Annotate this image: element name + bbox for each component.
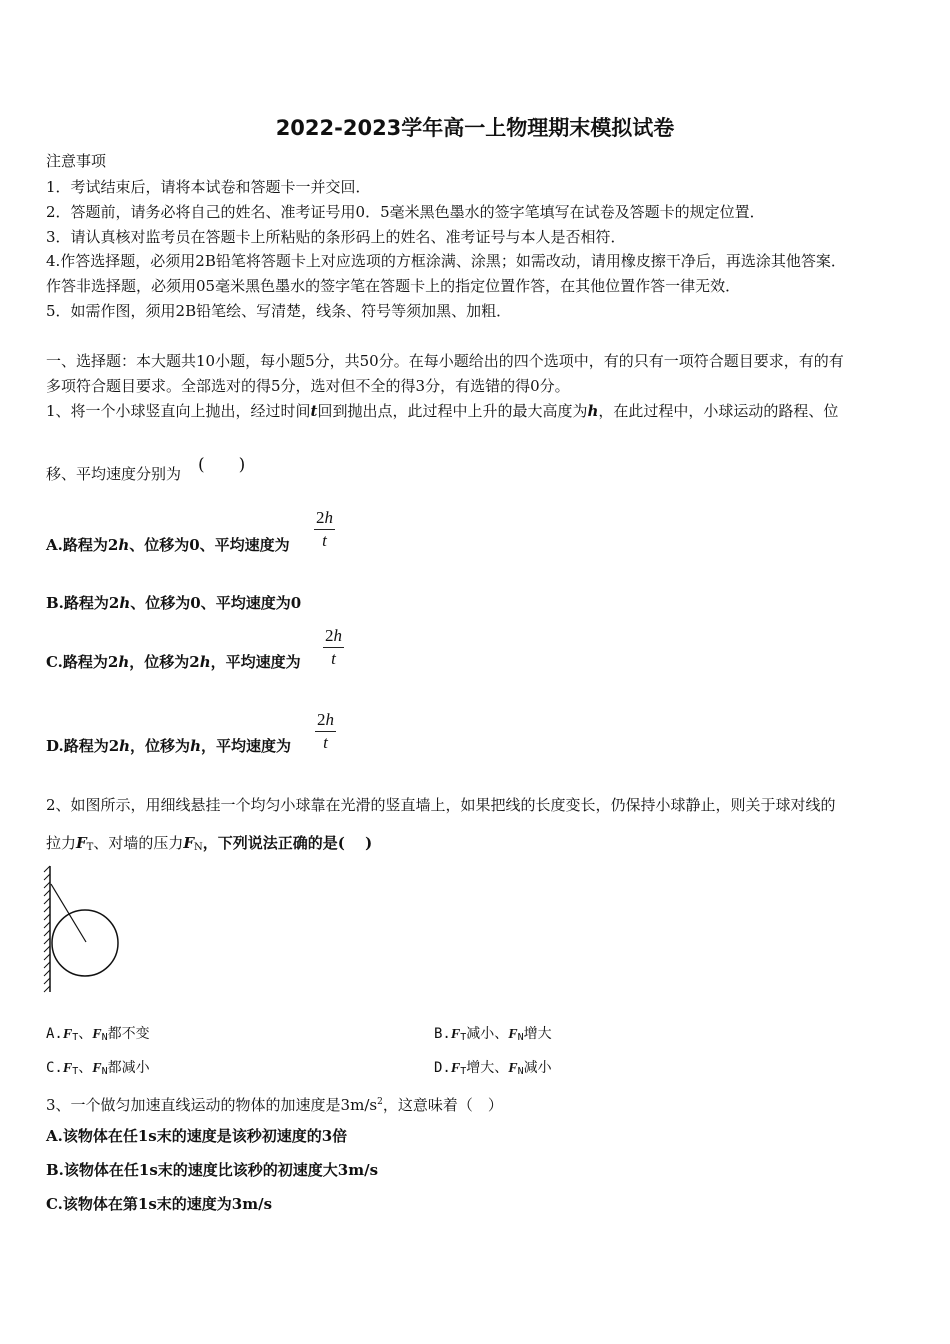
section-instructions-line1: 一、选择题：本大题共10小题，每小题5分，共50分。在每小题给出的四个选项中，有的只有一项符合题目要求，有的有 bbox=[46, 352, 844, 370]
q1-option-b-var: h bbox=[119, 594, 131, 612]
q1-option-b bbox=[46, 593, 301, 613]
q1-option-d-frac-den: t bbox=[323, 733, 328, 752]
q2-sub-t: T bbox=[86, 842, 94, 853]
q1-option-d-var2: h bbox=[190, 737, 201, 755]
notice-item-5: 5．如需作图，须用2B铅笔绘、写清楚，线条、符号等须加黑、加粗． bbox=[46, 302, 512, 320]
q2-option-c-f1: F bbox=[62, 1061, 73, 1076]
q2-sub-n: N bbox=[194, 842, 203, 853]
notice-item-4-cont: 作答非选择题，必须用05毫米黑色墨水的签字笔在答题卡上的指定位置作答，在其他位置作答一律无效． bbox=[46, 277, 741, 295]
ball-circle bbox=[52, 910, 118, 976]
notice-item-4: 4.作答选择题，必须用2B铅笔将答题卡上对应选项的方框涂满、涂黑；如需改动，请用橡皮擦干净后，再选涂其他答案． bbox=[46, 252, 846, 270]
q2-option-b-sub1: T bbox=[460, 1032, 467, 1043]
q1-var-h: h bbox=[587, 402, 599, 420]
q1-option-c-frac-num: 2 bbox=[325, 626, 334, 645]
q2-option-a-f2: F bbox=[92, 1027, 102, 1042]
q2-stem-text3: ，下列说法正确的是( ) bbox=[202, 834, 373, 852]
q1-option-d-text3: ，平均速度为 bbox=[200, 737, 291, 755]
q2-option-b-label: B. bbox=[434, 1026, 451, 1042]
notice-item-1: 1．考试结束后，请将本试卷和答题卡一并交回． bbox=[46, 178, 371, 196]
q2-stem-text2: 、对墙的压力 bbox=[93, 834, 184, 852]
q3-stem bbox=[46, 1092, 503, 1115]
q1-stem-line2: 移、平均速度分别为 bbox=[46, 465, 182, 483]
q1-stem-part3: ，在此过程中，小球运动的路程、位 bbox=[598, 402, 839, 420]
exam-title: 2022-2023学年高一上物理期末模拟试卷 bbox=[275, 116, 675, 140]
q2-option-b-mid: 减小、 bbox=[466, 1026, 509, 1042]
q1-option-d-frac-var: h bbox=[325, 710, 334, 729]
q2-option-a-sub2: N bbox=[101, 1032, 108, 1043]
q1-option-a-text1: A.路程为2 bbox=[46, 536, 119, 554]
q1-option-c-text2: ，位移为2 bbox=[129, 653, 200, 671]
wall-hatching bbox=[44, 866, 50, 992]
q1-option-b-text2: 、位移为0、平均速度为0 bbox=[130, 594, 302, 612]
q2-option-c-mid: 、 bbox=[78, 1060, 93, 1076]
q1-var-t: t bbox=[310, 402, 318, 420]
q2-option-c bbox=[46, 1058, 150, 1082]
q2-option-a-label: A. bbox=[46, 1026, 63, 1042]
q2-option-b-f2: F bbox=[508, 1027, 518, 1042]
q3-option-a-text: A.该物体在任1s末的速度是该秒初速度的3倍 bbox=[46, 1127, 348, 1145]
section-instructions-line2: 多项符合题目要求。全部选对的得5分，选对但不全的得3分，有选错的得0分。 bbox=[46, 377, 570, 395]
q1-answer-paren: ( ) bbox=[198, 455, 246, 475]
q2-stem-line1: 2、如图所示，用细线悬挂一个均匀小球靠在光滑的竖直墙上，如果把线的长度变长，仍保持小球静止，则关于球对线的 bbox=[46, 796, 836, 814]
q3-option-b bbox=[46, 1160, 378, 1180]
q2-option-d-sub2: N bbox=[517, 1066, 524, 1077]
q3-stem-text1: 3、一个做匀加速直线运动的物体的加速度是3m/s bbox=[46, 1096, 378, 1114]
q1-stem-part1: 1、将一个小球竖直向上抛出，经过时间 bbox=[46, 402, 311, 420]
q2-var-f2: F bbox=[183, 834, 195, 852]
q2-var-f1: F bbox=[76, 834, 87, 852]
q1-option-c-var1: h bbox=[118, 653, 130, 671]
q3-stem-sup: 2 bbox=[377, 1097, 383, 1107]
q2-option-d-sub1: T bbox=[460, 1066, 467, 1077]
q2-option-d-f2: F bbox=[508, 1061, 518, 1076]
q1-stem-part2: 回到抛出点，此过程中上升的最大高度为 bbox=[317, 402, 588, 420]
q1-option-a-var: h bbox=[118, 536, 130, 554]
q2-option-b-sub2: N bbox=[517, 1032, 524, 1043]
notice-heading: 注意事项 bbox=[46, 152, 107, 170]
q1-option-d-frac-num: 2 bbox=[317, 710, 326, 729]
q2-option-a-mid: 、 bbox=[78, 1026, 93, 1042]
q1-option-a-frac-den: t bbox=[322, 531, 327, 550]
q2-option-a-post: 都不变 bbox=[107, 1026, 150, 1042]
q3-option-c-text: C.该物体在第1s末的速度为3m/s bbox=[46, 1195, 273, 1213]
q1-option-d-text2: ，位移为 bbox=[130, 737, 191, 755]
q1-option-c-var2: h bbox=[199, 653, 211, 671]
q2-option-c-post: 都减小 bbox=[107, 1060, 150, 1076]
q3-option-a bbox=[46, 1126, 347, 1146]
q2-option-b-f1: F bbox=[450, 1027, 461, 1042]
notice-item-3: 3．请认真核对监考员在答题卡上所粘贴的条形码上的姓名、准考证号与本人是否相符． bbox=[46, 228, 626, 246]
q1-option-a bbox=[46, 535, 290, 555]
notice-item-2: 2．答题前，请务必将自己的姓名、准考证号用0．5毫米黑色墨水的签字笔填写在试卷及答题卡的规定位置． bbox=[46, 203, 765, 221]
q1-option-c-frac-den: t bbox=[331, 649, 336, 668]
q2-option-a bbox=[46, 1024, 150, 1048]
q1-stem-line1 bbox=[46, 401, 838, 421]
q1-option-c-text1: C.路程为2 bbox=[46, 653, 119, 671]
q2-option-c-sub1: T bbox=[72, 1066, 79, 1077]
q1-option-b-text1: B.路程为2 bbox=[46, 594, 120, 612]
q2-stem-line2 bbox=[46, 833, 372, 858]
q2-option-d-label: D. bbox=[434, 1060, 451, 1076]
q2-option-c-f2: F bbox=[92, 1061, 102, 1076]
q1-option-d bbox=[46, 736, 291, 756]
q1-option-c bbox=[46, 652, 301, 672]
q3-stem-text2: ，这意味着（ ） bbox=[382, 1096, 503, 1114]
q2-option-b bbox=[434, 1024, 552, 1048]
q3-option-c bbox=[46, 1194, 272, 1214]
string-line bbox=[51, 884, 86, 942]
wall-ball-diagram bbox=[40, 862, 130, 998]
q2-option-a-sub1: T bbox=[72, 1032, 79, 1043]
q1-option-a-frac-num: 2 bbox=[316, 508, 325, 527]
q2-option-b-post: 增大 bbox=[523, 1026, 552, 1042]
q2-stem-text1: 拉力 bbox=[46, 834, 77, 852]
q2-option-c-label: C. bbox=[46, 1060, 63, 1076]
q1-option-d-var1: h bbox=[119, 737, 131, 755]
q1-option-a-fraction bbox=[314, 508, 335, 551]
q2-option-d-post: 减小 bbox=[523, 1060, 552, 1076]
q3-option-b-text: B.该物体在任1s末的速度比该秒的初速度大3m/s bbox=[46, 1161, 379, 1179]
q2-option-a-f1: F bbox=[62, 1027, 73, 1042]
q2-option-c-sub2: N bbox=[101, 1066, 108, 1077]
q1-option-c-fraction bbox=[323, 626, 344, 669]
q2-option-d-mid: 增大、 bbox=[466, 1060, 509, 1076]
q1-option-c-text3: ，平均速度为 bbox=[210, 653, 301, 671]
q1-option-a-text2: 、位移为0、平均速度为 bbox=[129, 536, 290, 554]
q1-option-d-text1: D.路程为2 bbox=[46, 737, 120, 755]
q2-option-d bbox=[434, 1058, 552, 1082]
q1-option-a-frac-var: h bbox=[324, 508, 333, 527]
q1-option-c-frac-var: h bbox=[333, 626, 342, 645]
q2-option-d-f1: F bbox=[450, 1061, 461, 1076]
q1-option-d-fraction bbox=[315, 710, 336, 753]
